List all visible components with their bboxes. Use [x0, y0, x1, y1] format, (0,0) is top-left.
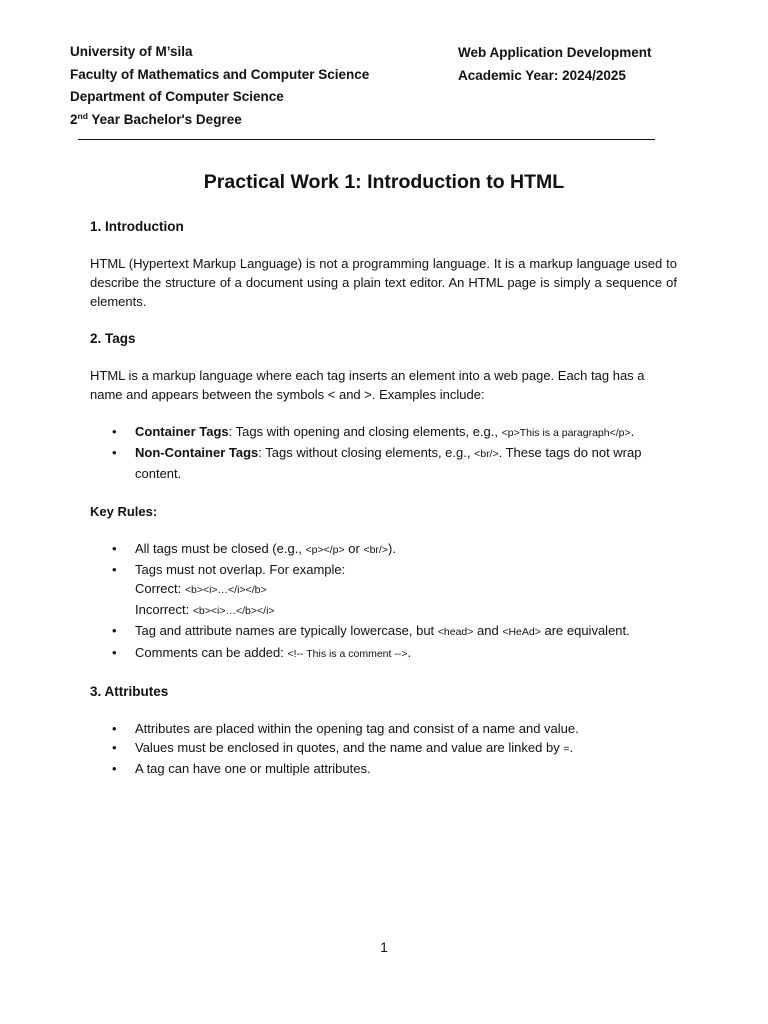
university-name: University of M’sila	[70, 44, 193, 59]
correct-example: Correct: <b><i>…</i></b>	[135, 581, 267, 597]
faculty-name: Faculty of Mathematics and Computer Science	[70, 66, 370, 82]
intro-paragraph: HTML (Hypertext Markup Language) is not a programming language. It is a markup language used to describe the structure of a document using a plain text editor. An HTML page is simply a sequence of elements.	[90, 256, 677, 309]
header-divider	[78, 139, 655, 140]
institution-header	[70, 41, 369, 131]
document-body	[90, 217, 677, 778]
document-title: Practical Work 1: Introduction to HTML	[203, 171, 565, 193]
tags-heading: 2. Tags	[90, 331, 136, 346]
key-rules-list	[90, 539, 677, 664]
list-item: • Container Tags: Tags with opening and closing elements, e.g., <p>This is a paragraph</p>.	[90, 422, 677, 443]
attributes-list	[90, 719, 677, 779]
intro-heading: 1. Introduction	[90, 219, 184, 234]
attributes-heading: 3. Attributes	[90, 683, 169, 699]
list-item: • Tags must not overlap. For example:	[90, 560, 677, 579]
year-level: 2nd Year Bachelor's Degree	[70, 110, 242, 127]
list-item: • Values must be enclosed in quotes, and the name and value are linked by =.	[90, 738, 677, 759]
page-number: 1	[380, 940, 388, 955]
tag-types-list	[90, 422, 677, 484]
list-item: • Attributes are placed within the opening tag and consist of a name and value.	[90, 719, 677, 738]
list-item: • Tag and attribute names are typically lowercase, but <head> and <HeAd> are equivalent.	[90, 621, 677, 642]
incorrect-example: Incorrect: <b><i>…</b></i>	[135, 602, 275, 618]
course-header	[458, 42, 652, 87]
course-name: Web Application Development	[458, 45, 652, 60]
department-name: Department of Computer Science	[70, 89, 284, 104]
list-item: • Non-Container Tags: Tags without closing elements, e.g., <br/>. These tags do not wrap content.	[90, 443, 677, 483]
key-rules-heading: Key Rules:	[90, 503, 158, 519]
list-item: • A tag can have one or multiple attributes.	[90, 759, 677, 778]
list-item: • All tags must be closed (e.g., <p></p> or <br/>).	[90, 539, 677, 560]
tags-paragraph: HTML is a markup language where each tag inserts an element into a web page. Each tag has a name and appears between the symbols < and >. Examples include:	[90, 368, 645, 402]
year-superscript: nd	[77, 110, 88, 121]
academic-year: Academic Year: 2024/2025	[458, 67, 626, 83]
list-item: • Comments can be added: <!-- This is a comment -->.	[90, 643, 677, 664]
